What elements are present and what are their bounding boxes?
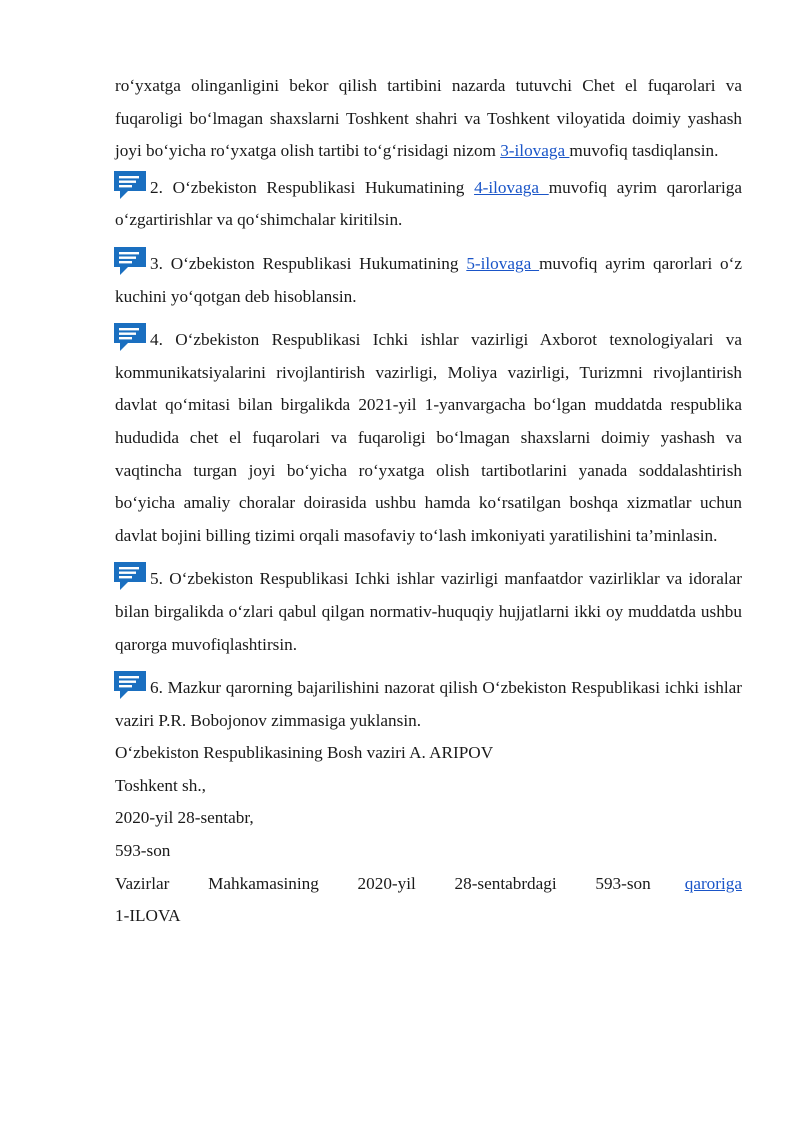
ref-word: 2020-yil — [357, 873, 416, 893]
signatory-line: O‘zbekiston Respublikasining Bosh vaziri A. ARIPOV — [115, 743, 494, 763]
paragraph-6 — [115, 672, 742, 737]
paragraph-text: 6. Mazkur qarorning bajarilishini nazorat qilish O‘zbekiston Respublikasi ichki ishlar vaziri P.R. Bobojonov zimmasiga yuklansin. — [115, 678, 742, 730]
paragraph-5 — [115, 563, 742, 661]
paragraph-text: ro‘yxatga olinganligini bekor qilish tartibini nazarda tutuvchi Chet el fuqarolari va fuqaroligi bo‘lmagan shaxslarni Toshkent shahri va Toshkent viloyatida doimiy yashash joyi bo‘yicha ro‘yxatga olish tartibi to‘g‘risidagi nizom — [115, 76, 742, 161]
comment-icon[interactable] — [112, 169, 148, 201]
paragraph-1 — [115, 70, 742, 168]
paragraph-text: 5. O‘zbekiston Respublikasi Ichki ishlar vazirligi manfaatdor vazirliklar va idoralar bilan birgalikda o‘zlari qabul qilgan normativ-huquqiy hujjatlarni ikki oy muddatda ushbu qarorga muvofiqlashtirsin. — [115, 569, 742, 654]
number-line: 593-son — [115, 841, 171, 861]
resolution-link[interactable]: qaroriga — [684, 873, 742, 893]
document-body — [115, 70, 742, 933]
annex-title: 1-ILOVA — [115, 906, 181, 926]
comment-icon[interactable] — [112, 321, 148, 353]
comment-icon[interactable] — [112, 560, 148, 592]
ref-word: 593-son — [595, 873, 651, 893]
date-line: 2020-yil 28-sentabr, — [115, 808, 254, 828]
paragraph-text: 4. O‘zbekiston Respublikasi Ichki ishlar vazirligi Axborot texnologiyalari va kommunikatsiyalarini rivojlantirish vazirligi, Moliya vazirligi, Turizmni rivojlantirish davlat qo‘mitasi bilan birgalikda 2021-yil 1-yanvargacha bo‘lgan muddatda respublika hududida chet el fuqarolari va fuqaroligi bo‘lmagan shaxslarni doimiy yashash va vaqtincha turgan joyi bo‘yicha ro‘yxatga olish tartibotlarini yanada soddalashtirish bo‘yicha amaliy choralar doirasida ushbu hamda ko‘rsatilgan boshqa xizmatlar uchun davlat bojini billing tizimi orqali masofaviy to‘lash imkoniyati yaratilishini ta’minlasin. — [115, 330, 742, 545]
ref-word: 28-sentabrdagi — [454, 873, 557, 893]
paragraph-2 — [115, 172, 742, 237]
annex-4-link[interactable]: 4-ilovaga — [474, 177, 549, 197]
ref-word: Mahkamasining — [208, 873, 319, 893]
ref-word: Vazirlar — [115, 873, 170, 893]
paragraph-3 — [115, 248, 742, 313]
paragraph-text: muvofiq ayrim qarorlari o‘z kuchini yo‘qotgan deb hisoblansin. — [115, 253, 742, 306]
paragraph-text: muvofiq tasdiqlansin. — [569, 141, 719, 161]
comment-icon[interactable] — [112, 245, 148, 277]
paragraph-text: 2. O‘zbekiston Respublikasi Hukumatining — [150, 177, 475, 197]
annex-3-link[interactable]: 3-ilovaga — [500, 141, 570, 161]
place-line: Toshkent sh., — [115, 775, 206, 795]
paragraph-text: muvofiq ayrim qarorlariga o‘zgartirishlar va qo‘shimchalar kiritilsin. — [115, 177, 742, 230]
comment-icon[interactable] — [112, 669, 148, 701]
paragraph-text: 3. O‘zbekiston Respublikasi Hukumatining — [150, 253, 467, 273]
annex-reference-line — [115, 868, 742, 901]
annex-5-link[interactable]: 5-ilovaga — [466, 253, 540, 273]
paragraph-4 — [115, 324, 742, 552]
